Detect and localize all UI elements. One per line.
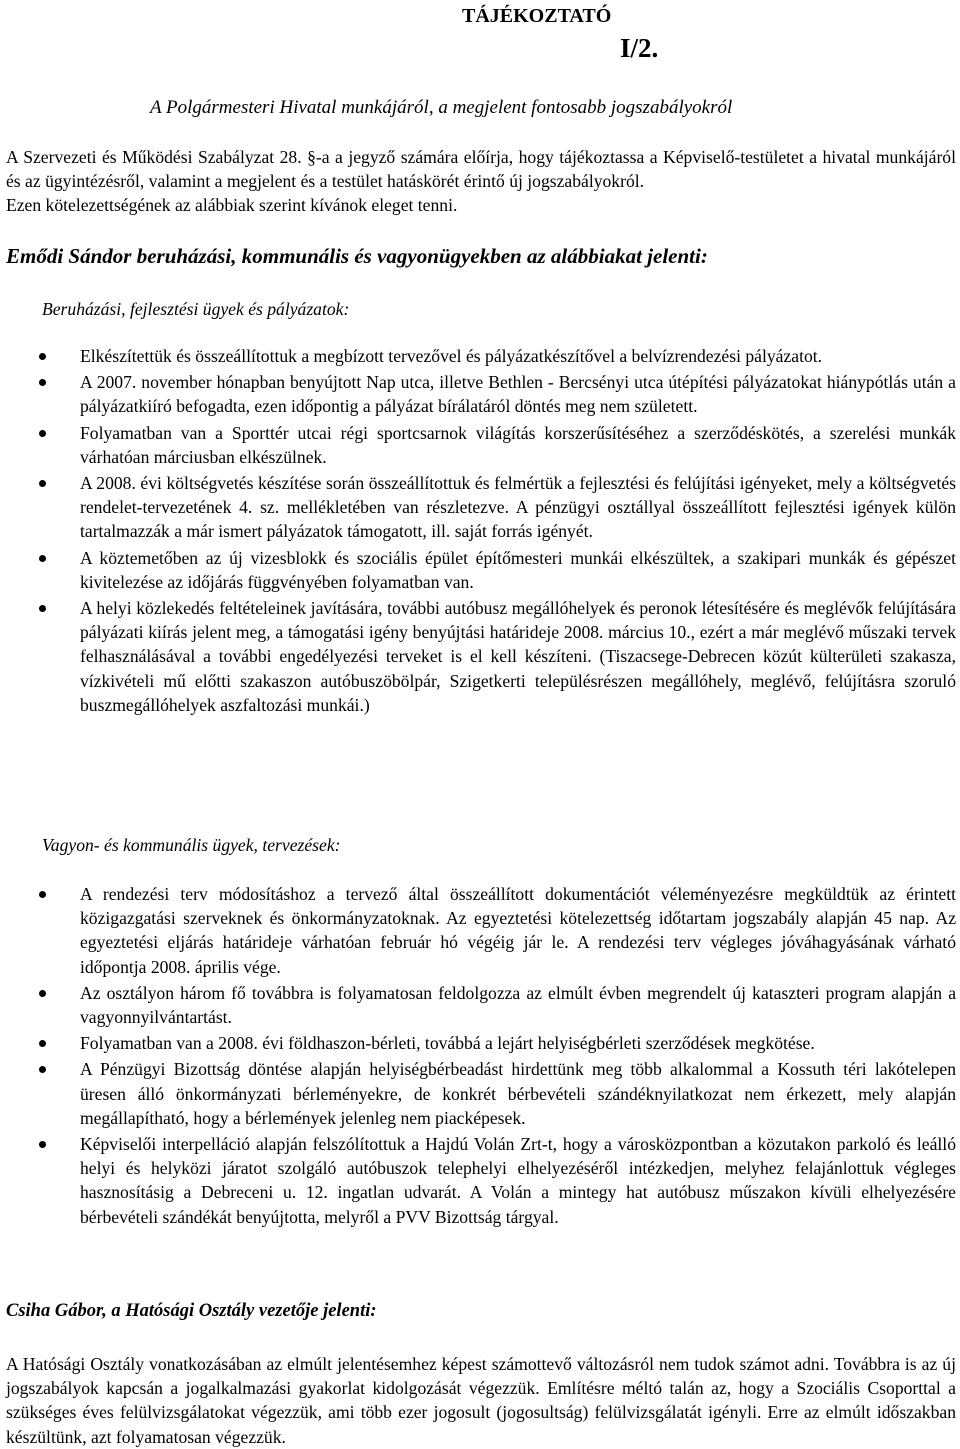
- list-item: [0, 344, 960, 368]
- list-item-text: Képviselői interpelláció alapján felszólítottuk a Hajdú Volán Zrt-t, hogy a városközpontban a közutakon parkoló és leálló helyi és helyközi járatot szolgáló autóbuszok telephelyi elhelyezéséről intézkedjen, melyhez felajánlottuk végleges hasznosításig a Debreceni u. 12. ingatlan udvarát. A Volán a mintegy hat autóbusz műszakon kívüli elhelyezésére bérbevételi szándékát benyújtotta, melyről a PVV Bizottság tárgyal.: [80, 1134, 956, 1227]
- section-heading-csiha: Csiha Gábor, a Hatósági Osztály vezetője jelenti:: [6, 1301, 377, 1321]
- document-subtitle: A Polgármesteri Hivatal munkájáról, a megjelent fontosabb jogszabályokról: [150, 97, 733, 118]
- vagyon-list: [0, 882, 960, 1231]
- bullet-icon: [39, 990, 46, 997]
- list-item-text: A Pénzügyi Bizottság döntése alapján helyiségbérbeadást hirdettünk meg több alkalommal a Kossuth téri lakótelepen üresen álló önkormányzati bérleményekre, de konkrét bérbevételi szándéknyilatkozat nem érkezett, mely alapján megállapítható, hogy a bérlemények jelenleg nem piacképesek.: [80, 1059, 956, 1128]
- list-item: [0, 1132, 960, 1229]
- list-item-text: Az osztályon három fő továbbra is folyamatosan feldolgozza az elmúlt évben megrendelt új kataszteri program alapján a vagyonnyilvántartást.: [80, 982, 956, 1028]
- list-item-text: Folyamatban van a Sporttér utcai régi sportcsarnok világítás korszerűsítéséhez a szerződéskötés, a szerelési munkák várhatóan márciusban elkészülnek.: [80, 422, 956, 467]
- list-item-text: A 2008. évi költségvetés készítése során összeállítottuk és felmértük a fejlesztési és felújítási igényeket, mely a költségvetés rendelet-tervezetének 4. sz. mellékletében van részletezve. A pénzügyi osztállyal összeállított fejlesztési igények külön tartalmazzák a már ismert pályázatok támogatott, ill. saját forrás igényét.: [80, 473, 956, 542]
- hatosagi-paragraph: A Hatósági Osztály vonatkozásában az elmúlt jelentésemhez képest számottevő változásról nem tudok számot adni. Továbbra is az új jogszabályok kapcsán a jogalkalmazási gyakorlat kidolgozását végezzük. Említésre méltó talán az, hogy a Szociális Csoporttal a szükséges éves felülvizsgálatokat végezzük, ami több ezer jogosult (jogosultság) felülvizsgálatát igényli. Erre az elmúlt időszakban készültünk, azt folyamatosan végezzük.: [6, 1354, 956, 1447]
- document-number: I/2.: [620, 33, 659, 63]
- list-item: [0, 882, 960, 979]
- subsection-heading-vagyon: Vagyon- és kommunális ügyek, tervezések:: [42, 835, 341, 855]
- list-item-text: A rendezési terv módosításhoz a tervező által összeállított dokumentációt véleményezésre megküldtük az érintett közigazgatási szerveknek és önkormányzatoknak. Az egyeztetési kötelezettség időtartam jogszabály alapján 45 nap. Az egyeztetési eljárás határideje várhatóan február hó végéig jár le. A rendezési terv végleges jóváhagyásának várható időpontja 2008. április vége.: [80, 884, 956, 977]
- bullet-icon: [39, 379, 46, 386]
- intro-paragraph: Ezen kötelezettségének az alábbiak szerint kívánok eleget tenni.: [6, 195, 458, 216]
- list-item: [0, 1031, 960, 1055]
- bullet-icon: [39, 1141, 46, 1148]
- bullet-icon: [39, 430, 46, 437]
- bullet-icon: [39, 1066, 46, 1073]
- bullet-icon: [39, 605, 46, 612]
- list-item-text: A köztemetőben az új vizesblokk és szociális épület építőmesteri munkái elkészültek, a szakipari munkák és gépészet kivitelezése az időjárás függvényében folyamatban van.: [80, 547, 956, 592]
- bullet-icon: [39, 555, 46, 562]
- document-title: TÁJÉKOZTATÓ: [462, 5, 612, 27]
- bullet-icon: [39, 480, 46, 487]
- list-item: [0, 370, 960, 418]
- list-item: [0, 471, 960, 544]
- list-item: [0, 546, 960, 594]
- bullet-icon: [39, 891, 46, 898]
- bullet-icon: [39, 353, 46, 360]
- beruhazasi-list: [0, 344, 960, 719]
- hatosagi-section: [6, 1352, 956, 1449]
- list-item: [0, 1057, 960, 1130]
- intro-section: [6, 145, 956, 218]
- subsection-heading-beruhazasi: Beruházási, fejlesztési ügyek és pályázatok:: [42, 299, 350, 319]
- list-item: [0, 421, 960, 469]
- bullet-icon: [39, 1040, 46, 1047]
- list-item: [0, 596, 960, 717]
- list-item: [0, 981, 960, 1029]
- list-item-text: A 2007. november hónapban benyújtott Nap utca, illetve Bethlen - Bercsényi utca útépítési pályázatokat hiánypótlás után a pályázatkiíró befogadta, ezen időpontig a pályázat bírálatáról döntés meg nem született.: [80, 372, 956, 417]
- intro-paragraph: A Szervezeti és Működési Szabályzat 28. §-a a jegyző számára előírja, hogy tájékoztassa a Képviselő-testületet a hivatal munkájáról és az ügyintézésről, valamint a megjelent és a testület hatáskörét érintő új jogszabályokról.: [6, 147, 956, 192]
- list-item-text: Elkészítettük és összeállítottuk a megbízott tervezővel és pályázatkészítővel a belvízrendezési pályázatot.: [80, 346, 823, 366]
- list-item-text: A helyi közlekedés feltételeinek javítására, további autóbusz megállóhelyek és peronok létesítésére és meglévők felújítására pályázati kiírás jelent meg, a támogatási igény benyújtási határideje 2008. március 10., ezért a már meglévő műszaki tervek felhasználásával a további engedélyezési terveket is el kell készíteni. (Tiszacsege-Debrecen közút külterületi szakasza, vízkivételi mű előtti szakaszon autóbuszöbölpár, Szigetkerti településrészen megállóhely, meglévő, felújításra szoruló buszmegállóhelyek aszfaltozási munkái.): [80, 598, 956, 715]
- list-item-text: Folyamatban van a 2008. évi földhaszon-bérleti, továbbá a lejárt helyiségbérleti szerződések megkötése.: [80, 1033, 815, 1054]
- section-heading-emodi: Emődi Sándor beruházási, kommunális és vagyonügyekben az alábbiakat jelenti:: [6, 244, 708, 268]
